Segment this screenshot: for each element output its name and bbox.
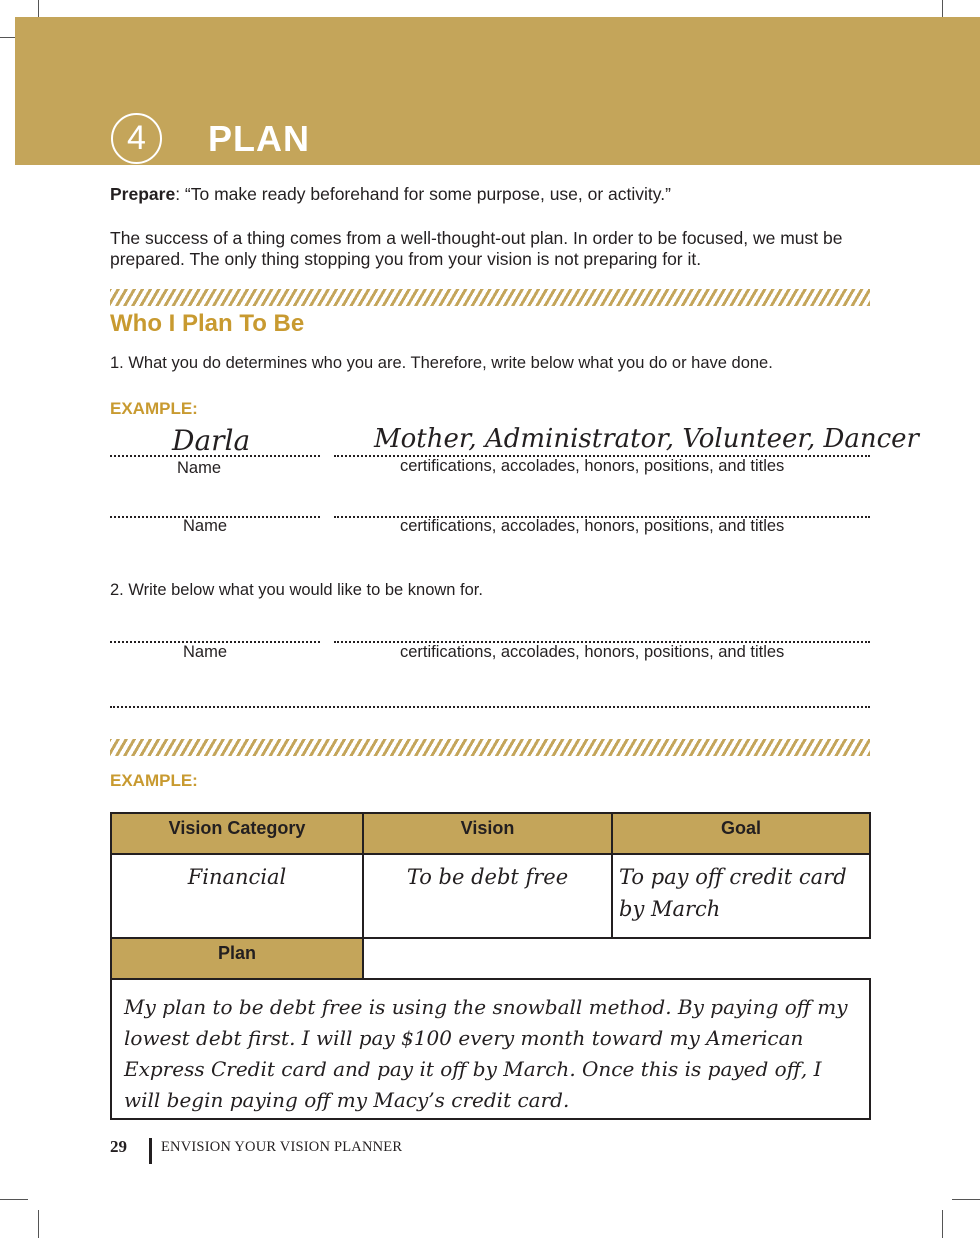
decorative-stripe bbox=[110, 289, 870, 306]
cell-vision: To be debt free bbox=[362, 853, 613, 939]
titles-caption: certifications, accolades, honors, positions, and titles bbox=[400, 517, 785, 535]
question-1: 1. What you do determines who you are. Therefore, write below what you do or have done. bbox=[110, 354, 773, 372]
prepare-definition bbox=[110, 184, 870, 205]
cell-category: Financial bbox=[110, 853, 364, 939]
cell-goal: To pay off credit card by March bbox=[611, 853, 871, 939]
example-label: EXAMPLE: bbox=[110, 399, 198, 418]
example-titles: Mother, Administrator, Volunteer, Dancer bbox=[374, 424, 919, 454]
header-vision: Vision bbox=[362, 812, 613, 855]
decorative-stripe bbox=[110, 739, 870, 756]
prepare-term: Prepare bbox=[110, 184, 176, 204]
prepare-quote: : “To make ready beforehand for some purpose, use, or activity.” bbox=[175, 184, 671, 204]
plan-cell: My plan to be debt free is using the snowball method. By paying off my lowest debt first. I will pay $100 every month toward my American Express Credit card and pay it off by March. Once this is payed off, I will begin paying off my Macy’s credit card. bbox=[110, 978, 871, 1120]
name-caption: Name bbox=[177, 459, 222, 477]
header-vision-category: Vision Category bbox=[110, 812, 364, 855]
intro-paragraph: The success of a thing comes from a well-thought-out plan. In order to be focused, we must be prepared. The only thing stopping you from your vision is not preparing for it. bbox=[110, 228, 843, 269]
question-2: 2. Write below what you would like to be known for. bbox=[110, 581, 483, 599]
name-caption: Name bbox=[183, 517, 228, 535]
footer-divider bbox=[149, 1138, 152, 1164]
crop-mark bbox=[38, 1210, 39, 1238]
name-line bbox=[110, 455, 320, 457]
section-number-badge: 4 bbox=[111, 113, 162, 164]
crop-mark bbox=[0, 1199, 28, 1200]
crop-mark bbox=[942, 1210, 943, 1238]
header-goal: Goal bbox=[611, 812, 871, 855]
example-label: EXAMPLE: bbox=[110, 771, 198, 790]
full-width-line bbox=[110, 706, 870, 708]
page-title: PLAN bbox=[208, 118, 310, 159]
titles-caption: certifications, accolades, honors, positions, and titles bbox=[400, 457, 785, 475]
titles-caption: certifications, accolades, honors, positions, and titles bbox=[400, 643, 785, 661]
example-name: Darla bbox=[172, 424, 251, 457]
header-plan: Plan bbox=[110, 937, 364, 980]
footer-title: ENVISION YOUR VISION PLANNER bbox=[161, 1139, 403, 1155]
name-caption: Name bbox=[183, 643, 228, 661]
page-number: 29 bbox=[110, 1137, 127, 1156]
section-heading: Who I Plan To Be bbox=[110, 310, 305, 337]
crop-mark bbox=[952, 1199, 980, 1200]
